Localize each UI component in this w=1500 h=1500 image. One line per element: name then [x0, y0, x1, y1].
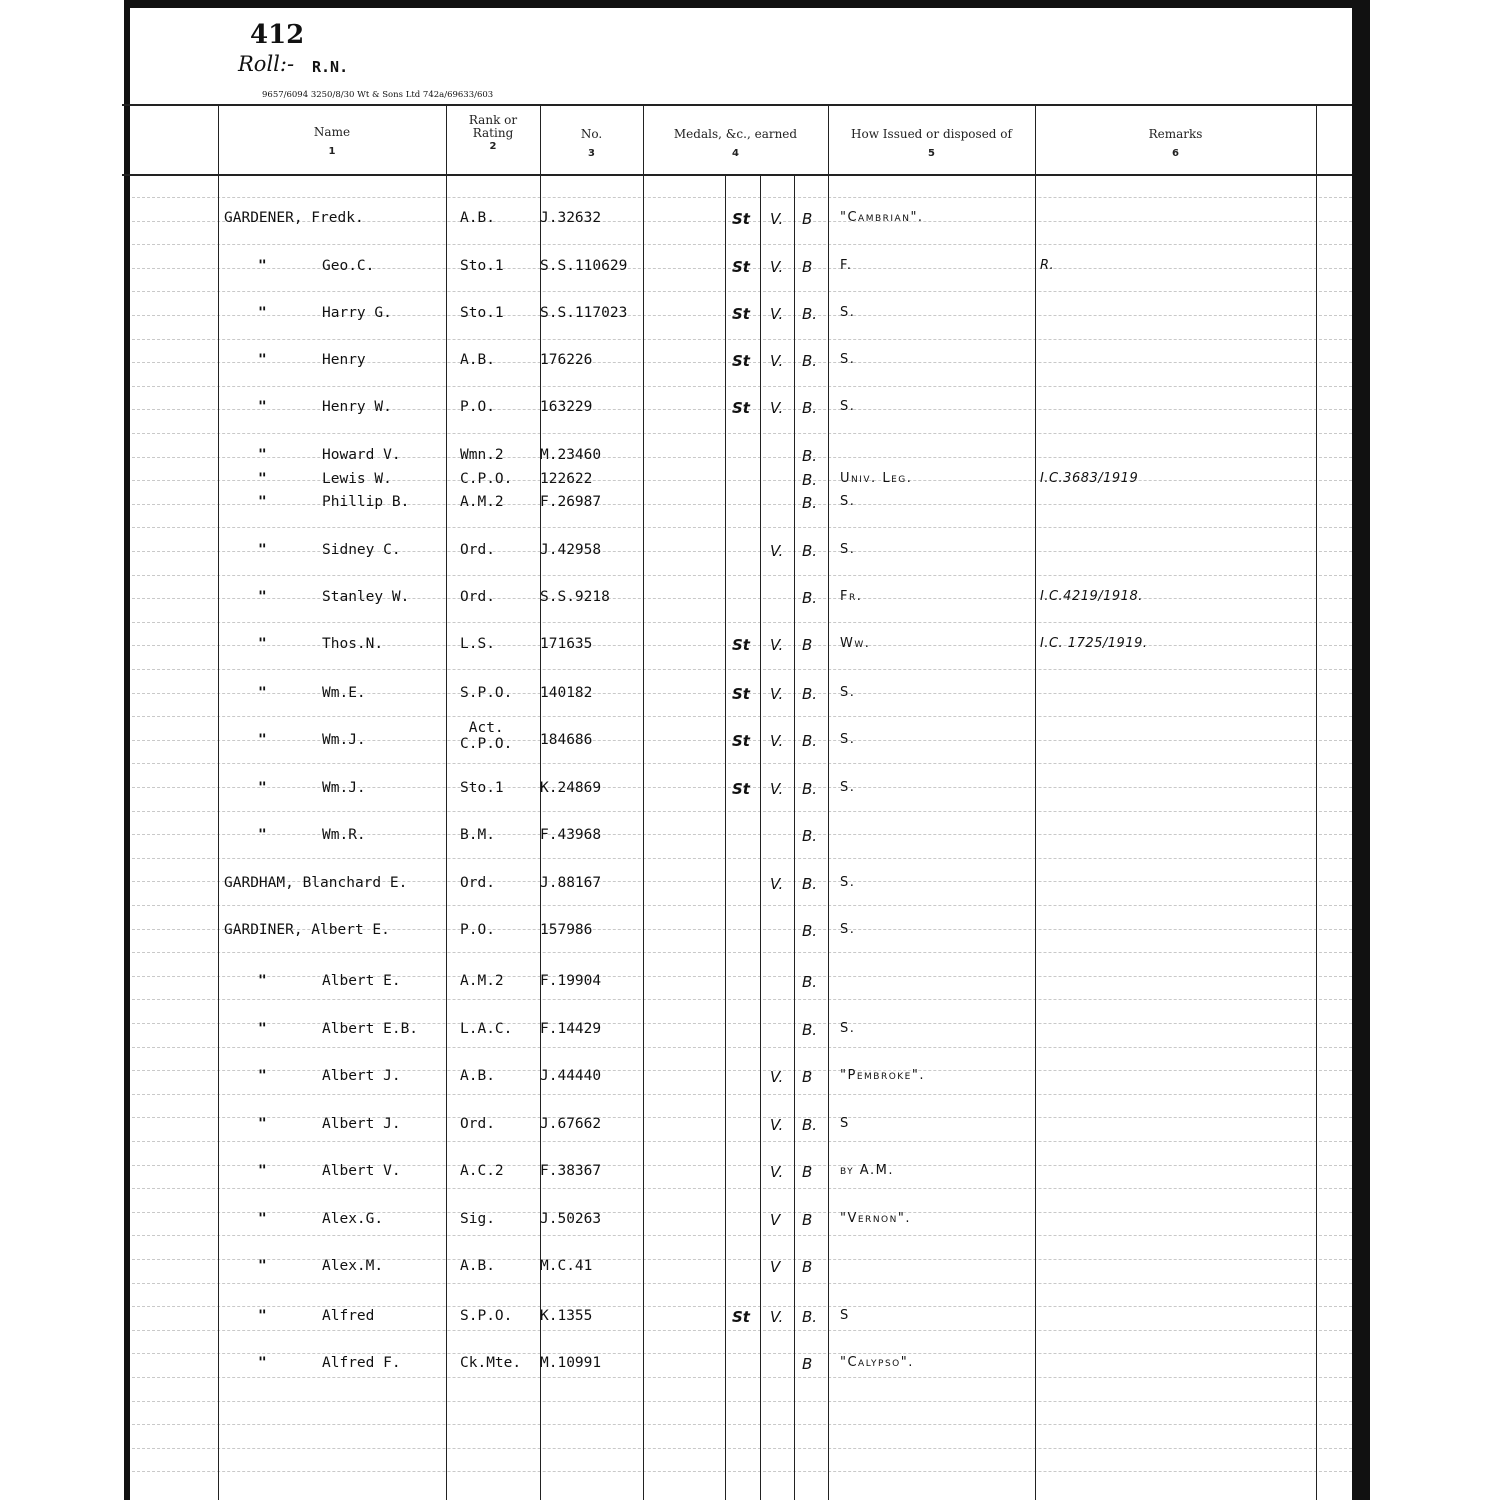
entry-surname: " — [258, 827, 267, 843]
entry-how-issued: Fr. — [840, 589, 863, 604]
entry-rank: S.P.O. — [460, 685, 513, 701]
medal-british-war: B. — [802, 305, 818, 323]
medal-british-war: B — [802, 1068, 813, 1086]
entry-service-number: J.67662 — [540, 1116, 602, 1132]
entry-service-number: 157986 — [540, 922, 593, 938]
medal-victory: V. — [770, 875, 784, 893]
roll-value: R.N. — [312, 58, 349, 76]
table-row — [132, 1211, 1352, 1235]
entry-service-number: K.24869 — [540, 780, 602, 796]
medal-british-war: B. — [802, 685, 818, 703]
entry-how-issued: S. — [840, 542, 856, 557]
entry-surname: " — [258, 471, 267, 487]
entry-rank-line1: Act. — [468, 720, 504, 736]
medal-british-war: B. — [802, 973, 818, 991]
medal-british-war: B. — [802, 732, 818, 750]
entry-how-issued: "Cambrian". — [840, 210, 924, 225]
entry-rank: Wmn.2 — [460, 447, 504, 463]
entry-how-issued: "Calypso". — [840, 1355, 914, 1370]
table-row — [132, 352, 1352, 376]
column-header-remarks: Remarks 6 — [1148, 127, 1203, 159]
entry-rank: Sto.1 — [460, 780, 504, 796]
entry-surname: " — [258, 1163, 267, 1179]
entry-how-issued: S. — [840, 780, 856, 795]
entry-rank — [460, 720, 512, 752]
entry-surname: " — [258, 1258, 267, 1274]
entry-rank: A.B. — [460, 1258, 495, 1274]
ruled-line — [132, 669, 1352, 670]
medal-victory: V. — [770, 732, 784, 750]
entry-service-number: S.S.110629 — [540, 258, 628, 274]
ruled-line — [132, 244, 1352, 245]
entry-rank: A.B. — [460, 1068, 495, 1084]
medal-british-war: B. — [802, 1116, 818, 1134]
table-row — [132, 636, 1352, 660]
entry-service-number: 171635 — [540, 636, 593, 652]
medal-victory: V. — [770, 399, 784, 417]
entry-surname: " — [258, 1116, 267, 1132]
ledger-page — [132, 8, 1352, 1500]
ruled-line — [132, 622, 1352, 623]
entry-given-name: Howard V. — [322, 447, 401, 463]
medal-star: St — [732, 636, 750, 654]
entry-service-number: M.10991 — [540, 1355, 602, 1371]
page-number: 412 — [250, 20, 305, 50]
entry-rank-line2: C.P.O. — [460, 736, 513, 752]
table-row — [132, 447, 1352, 471]
entry-surname: " — [258, 305, 267, 321]
table-row — [132, 922, 1352, 946]
entry-service-number: J.44440 — [540, 1068, 602, 1084]
entry-given-name: Henry W. — [322, 399, 392, 415]
entry-given-name: Wm.J. — [322, 780, 366, 796]
entry-surname: " — [258, 589, 267, 605]
entry-how-issued: "Vernon". — [840, 1211, 911, 1226]
medal-british-war: B. — [802, 875, 818, 893]
medal-british-war: B — [802, 1163, 813, 1181]
entry-service-number: F.14429 — [540, 1021, 602, 1037]
entry-rank: A.B. — [460, 210, 495, 226]
table-row — [132, 827, 1352, 851]
table-row — [132, 685, 1352, 709]
entry-given-name: Wm.R. — [322, 827, 366, 843]
medal-british-war: B. — [802, 352, 818, 370]
medal-star: St — [732, 305, 750, 323]
entry-rank: Sto.1 — [460, 258, 504, 274]
entry-given-name: Phillip B. — [322, 494, 410, 510]
entry-how-issued: Ww. — [840, 636, 871, 651]
medal-british-war: B. — [802, 922, 818, 940]
entry-given-name: Alfred — [322, 1308, 375, 1324]
entry-surname: " — [258, 636, 267, 652]
medal-star: St — [732, 780, 750, 798]
entry-rank: A.M.2 — [460, 973, 504, 989]
entry-service-number: F.38367 — [540, 1163, 602, 1179]
entry-rank: P.O. — [460, 399, 495, 415]
entry-given-name: Albert E.B. — [322, 1021, 419, 1037]
entry-surname: " — [258, 494, 267, 510]
header-top-rule — [122, 104, 1352, 106]
entry-rank: B.M. — [460, 827, 495, 843]
entry-how-issued: by A.M. — [840, 1163, 894, 1178]
ruled-line — [132, 1141, 1352, 1142]
entry-surname: " — [258, 1021, 267, 1037]
entry-surname: " — [258, 973, 267, 989]
entry-service-number: M.23460 — [540, 447, 602, 463]
ruled-line — [132, 999, 1352, 1000]
medal-british-war: B. — [802, 447, 818, 465]
entry-service-number: F.26987 — [540, 494, 602, 510]
ruled-line — [132, 1353, 1352, 1354]
medal-british-war: B. — [802, 542, 818, 560]
ruled-line — [132, 716, 1352, 717]
medal-victory: V. — [770, 210, 784, 228]
entry-service-number: 140182 — [540, 685, 593, 701]
entry-how-issued: S. — [840, 875, 856, 890]
medal-star: St — [732, 399, 750, 417]
table-row — [132, 305, 1352, 329]
entry-surname: " — [258, 1211, 267, 1227]
ruled-line — [132, 386, 1352, 387]
medal-british-war: B. — [802, 494, 818, 512]
ruled-line — [132, 1401, 1352, 1402]
medal-victory: V. — [770, 1116, 784, 1134]
entry-given-name: Wm.J. — [322, 732, 366, 748]
entry-how-issued: S. — [840, 494, 856, 509]
entry-surname: " — [258, 1355, 267, 1371]
entry-service-number: 184686 — [540, 732, 593, 748]
entry-remarks: I.C. 1725/1919. — [1040, 636, 1148, 651]
entry-service-number: F.19904 — [540, 973, 602, 989]
entry-how-issued: S. — [840, 732, 856, 747]
entry-surname: " — [258, 542, 267, 558]
entry-service-number: S.S.9218 — [540, 589, 610, 605]
column-header-number: No. 3 — [580, 127, 603, 159]
ruled-line — [132, 1235, 1352, 1236]
medal-victory: V. — [770, 1163, 784, 1181]
medal-victory: V. — [770, 1068, 784, 1086]
entry-service-number: M.C.41 — [540, 1258, 593, 1274]
printer-note: 9657/6094 3250/8/30 Wt & Sons Ltd 742a/69633/603 — [262, 90, 494, 100]
entry-surname: " — [258, 780, 267, 796]
scan-edge-top — [128, 0, 1370, 8]
entry-surname: " — [258, 685, 267, 701]
entry-rank: A.M.2 — [460, 494, 504, 510]
medal-british-war: B. — [802, 827, 818, 845]
table-row — [132, 1258, 1352, 1282]
entry-remarks: R. — [1040, 258, 1055, 273]
entry-rank: L.A.C. — [460, 1021, 513, 1037]
table-row — [132, 1116, 1352, 1140]
entry-rank: Ck.Mte. — [460, 1355, 522, 1371]
entry-given-name: Alex.G. — [322, 1211, 384, 1227]
medal-british-war: B. — [802, 780, 818, 798]
ruled-line — [132, 291, 1352, 292]
medal-british-war: B — [802, 258, 813, 276]
medal-star: St — [732, 352, 750, 370]
entry-surname: " — [258, 352, 267, 368]
medal-british-war: B — [802, 1355, 813, 1373]
medal-british-war: B. — [802, 589, 818, 607]
entry-how-issued: S — [840, 1116, 850, 1131]
table-row — [132, 471, 1352, 495]
entry-how-issued: S — [840, 1308, 850, 1323]
ruled-line — [132, 763, 1352, 764]
medal-victory: V. — [770, 352, 784, 370]
entry-how-issued: S. — [840, 922, 856, 937]
ruled-line — [132, 1424, 1352, 1425]
medal-british-war: B. — [802, 471, 818, 489]
column-header-issued: How Issued or disposed of 5 — [851, 127, 1012, 159]
entry-surname: " — [258, 1068, 267, 1084]
entry-how-issued: S. — [840, 352, 856, 367]
entry-rank: P.O. — [460, 922, 495, 938]
entry-how-issued: Univ. Leg. — [840, 471, 913, 486]
table-row — [132, 780, 1352, 804]
entry-rank: S.P.O. — [460, 1308, 513, 1324]
scan-edge-left — [0, 0, 128, 1500]
entry-service-number: F.43968 — [540, 827, 602, 843]
ruled-line — [132, 1306, 1352, 1307]
entry-surname: " — [258, 258, 267, 274]
column-header-medals: Medals, &c., earned 4 — [673, 127, 798, 159]
entry-given-name: Albert J. — [322, 1116, 401, 1132]
entry-service-number: J.42958 — [540, 542, 602, 558]
entry-service-number: K.1355 — [540, 1308, 593, 1324]
medal-british-war: B — [802, 1211, 813, 1229]
table-row — [132, 973, 1352, 997]
entry-given-name: Henry — [322, 352, 366, 368]
entry-how-issued: F. — [840, 258, 853, 273]
entry-given-name: Geo.C. — [322, 258, 375, 274]
roll-label: Roll:- — [238, 52, 295, 76]
entry-surname: " — [258, 732, 267, 748]
ruled-line — [132, 527, 1352, 528]
entry-service-number: J.50263 — [540, 1211, 602, 1227]
table-row — [132, 542, 1352, 566]
table-row — [132, 1163, 1352, 1187]
ruled-line — [132, 1471, 1352, 1472]
scan-edge-right — [1352, 0, 1500, 1500]
ruled-line — [132, 858, 1352, 859]
medal-star: St — [732, 685, 750, 703]
entry-surname: " — [258, 1308, 267, 1324]
ruled-line — [132, 433, 1352, 434]
ruled-line — [132, 339, 1352, 340]
entry-given-name: Albert J. — [322, 1068, 401, 1084]
entry-given-name: Thos.N. — [322, 636, 384, 652]
ruled-line — [132, 1188, 1352, 1189]
medal-victory: V. — [770, 542, 784, 560]
table-row — [132, 875, 1352, 899]
ruled-line — [132, 197, 1352, 198]
entry-given-name: Albert E. — [322, 973, 401, 989]
table-row — [132, 1308, 1352, 1332]
entry-surname: GARDHAM, Blanchard E. — [224, 875, 408, 891]
entry-service-number: 122622 — [540, 471, 593, 487]
entry-rank: C.P.O. — [460, 471, 513, 487]
medal-victory: V — [770, 1258, 781, 1276]
ruled-line — [132, 1047, 1352, 1048]
medal-victory: V — [770, 1211, 781, 1229]
medal-star: St — [732, 732, 750, 750]
entry-service-number: 176226 — [540, 352, 593, 368]
medal-victory: V. — [770, 780, 784, 798]
medal-british-war: B — [802, 1258, 813, 1276]
entry-given-name: Harry G. — [322, 305, 392, 321]
entry-rank: Sto.1 — [460, 305, 504, 321]
entry-surname: GARDINER, Albert E. — [224, 922, 390, 938]
column-header-rank: Rank or Rating 2 — [468, 113, 518, 152]
entry-given-name: Albert V. — [322, 1163, 401, 1179]
entry-rank: A.C.2 — [460, 1163, 504, 1179]
entry-rank: Ord. — [460, 1116, 495, 1132]
entry-rank: Sig. — [460, 1211, 495, 1227]
entry-remarks: I.C.3683/1919 — [1040, 471, 1139, 486]
entry-given-name: Wm.E. — [322, 685, 366, 701]
table-row — [132, 399, 1352, 423]
entry-given-name: Lewis W. — [322, 471, 392, 487]
entry-how-issued: S. — [840, 399, 856, 414]
table-row — [132, 1355, 1352, 1379]
medal-british-war: B. — [802, 1308, 818, 1326]
medal-victory: V. — [770, 305, 784, 323]
entry-surname: " — [258, 399, 267, 415]
ruled-line — [132, 952, 1352, 953]
column-header-name: Name 1 — [313, 125, 351, 157]
medal-british-war: B — [802, 636, 813, 654]
entry-given-name: Alfred F. — [322, 1355, 401, 1371]
medal-star: St — [732, 258, 750, 276]
table-row — [132, 210, 1352, 234]
medal-victory: V. — [770, 1308, 784, 1326]
entry-how-issued: S. — [840, 685, 856, 700]
medal-british-war: B — [802, 210, 813, 228]
entry-how-issued: S. — [840, 305, 856, 320]
ruled-line — [132, 905, 1352, 906]
table-row — [132, 1021, 1352, 1045]
medal-star: St — [732, 1308, 750, 1326]
medal-star: St — [732, 210, 750, 228]
entry-surname: " — [258, 447, 267, 463]
entry-how-issued: S. — [840, 1021, 856, 1036]
entry-given-name: Sidney C. — [322, 542, 401, 558]
entry-how-issued: "Pembroke". — [840, 1068, 925, 1083]
entry-given-name: Alex.M. — [322, 1258, 384, 1274]
medal-british-war: B. — [802, 1021, 818, 1039]
medal-victory: V. — [770, 685, 784, 703]
entry-surname: GARDENER, Fredk. — [224, 210, 364, 226]
entry-rank: L.S. — [460, 636, 495, 652]
entry-service-number: J.88167 — [540, 875, 602, 891]
header-bottom-rule — [122, 174, 1352, 176]
entry-service-number: 163229 — [540, 399, 593, 415]
entry-given-name: Stanley W. — [322, 589, 410, 605]
ruled-line — [132, 1448, 1352, 1449]
entry-rank: Ord. — [460, 542, 495, 558]
entry-service-number: S.S.117023 — [540, 305, 628, 321]
ruled-line — [132, 1094, 1352, 1095]
entry-service-number: J.32632 — [540, 210, 602, 226]
ruled-line — [132, 1283, 1352, 1284]
medal-victory: V. — [770, 258, 784, 276]
entry-rank: Ord. — [460, 875, 495, 891]
entry-remarks: I.C.4219/1918. — [1040, 589, 1143, 604]
table-row — [132, 258, 1352, 282]
table-row — [132, 494, 1352, 518]
ruled-line — [132, 575, 1352, 576]
table-row — [132, 720, 1352, 756]
table-row — [132, 1068, 1352, 1092]
ruled-line — [132, 811, 1352, 812]
entry-rank: Ord. — [460, 589, 495, 605]
medal-victory: V. — [770, 636, 784, 654]
medal-british-war: B. — [802, 399, 818, 417]
table-row — [132, 589, 1352, 613]
entry-rank: A.B. — [460, 352, 495, 368]
